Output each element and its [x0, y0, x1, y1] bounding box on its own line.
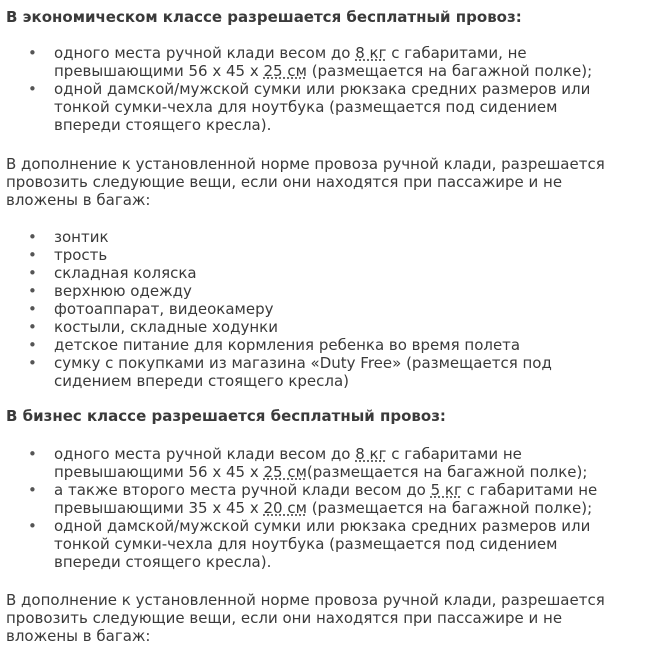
list-item: • складная коляска	[0, 264, 644, 282]
economy-list	[0, 44, 653, 134]
list-item: • одного места ручной клади весом до 8 кг с габаритами не превышающими 56 х 45 х 25 см(размещается на багажной полке);	[0, 445, 644, 481]
weight-limit: 8 кг	[355, 445, 387, 463]
list-item: • а также второго места ручной клади весом до 5 кг с габаритами не превышающими 35 х 45 х 20 см (размещается на багажной полке);	[0, 481, 644, 517]
business-heading: В бизнес классе разрешается бесплатный провоз:	[6, 407, 446, 425]
economy-heading: В экономическом классе разрешается бесплатный провоз:	[6, 8, 522, 26]
size-limit: 25 см	[263, 463, 307, 481]
list-item: • одной дамской/мужской сумки или рюкзака средних размеров или тонкой сумки-чехла для ноутбука (размещается под сидением впереди стоящего кресла).	[0, 517, 644, 571]
weight-limit: 8 кг	[355, 44, 387, 62]
list-item: • верхнюю одежду	[0, 282, 644, 300]
business-list	[0, 445, 653, 571]
size-limit: 20 см	[263, 499, 307, 517]
list-item: • фотоаппарат, видеокамеру	[0, 300, 644, 318]
list-item: • костыли, складные ходунки	[0, 318, 644, 336]
allowed-items-list	[0, 228, 653, 390]
size-limit: 25 см	[263, 62, 307, 80]
allowed-intro-2: В дополнение к установленной норме провоза ручной клади, разрешается провозить следующие вещи, если они находятся при пассажире и не вложены в багаж:	[6, 591, 605, 645]
list-item: • сумку с покупками из магазина «Duty Free» (размещается под сидением впереди стоящего кресла)	[0, 354, 644, 390]
list-item: • одной дамской/мужской сумки или рюкзака средних размеров или тонкой сумки-чехла для ноутбука (размещается под сидением впереди стоящего кресла).	[0, 80, 644, 134]
list-item: • трость	[0, 246, 644, 264]
allowed-intro: В дополнение к установленной норме провоза ручной клади, разрешается провозить следующие вещи, если они находятся при пассажире и не вложены в багаж:	[6, 155, 605, 209]
list-item: • зонтик	[0, 228, 644, 246]
weight-limit: 5 кг	[430, 481, 462, 499]
list-item: • детское питание для кормления ребенка во время полета	[0, 336, 644, 354]
list-item: • одного места ручной клади весом до 8 кг с габаритами, не превышающими 56 х 45 х 25 см (размещается на багажной полке);	[0, 44, 644, 80]
